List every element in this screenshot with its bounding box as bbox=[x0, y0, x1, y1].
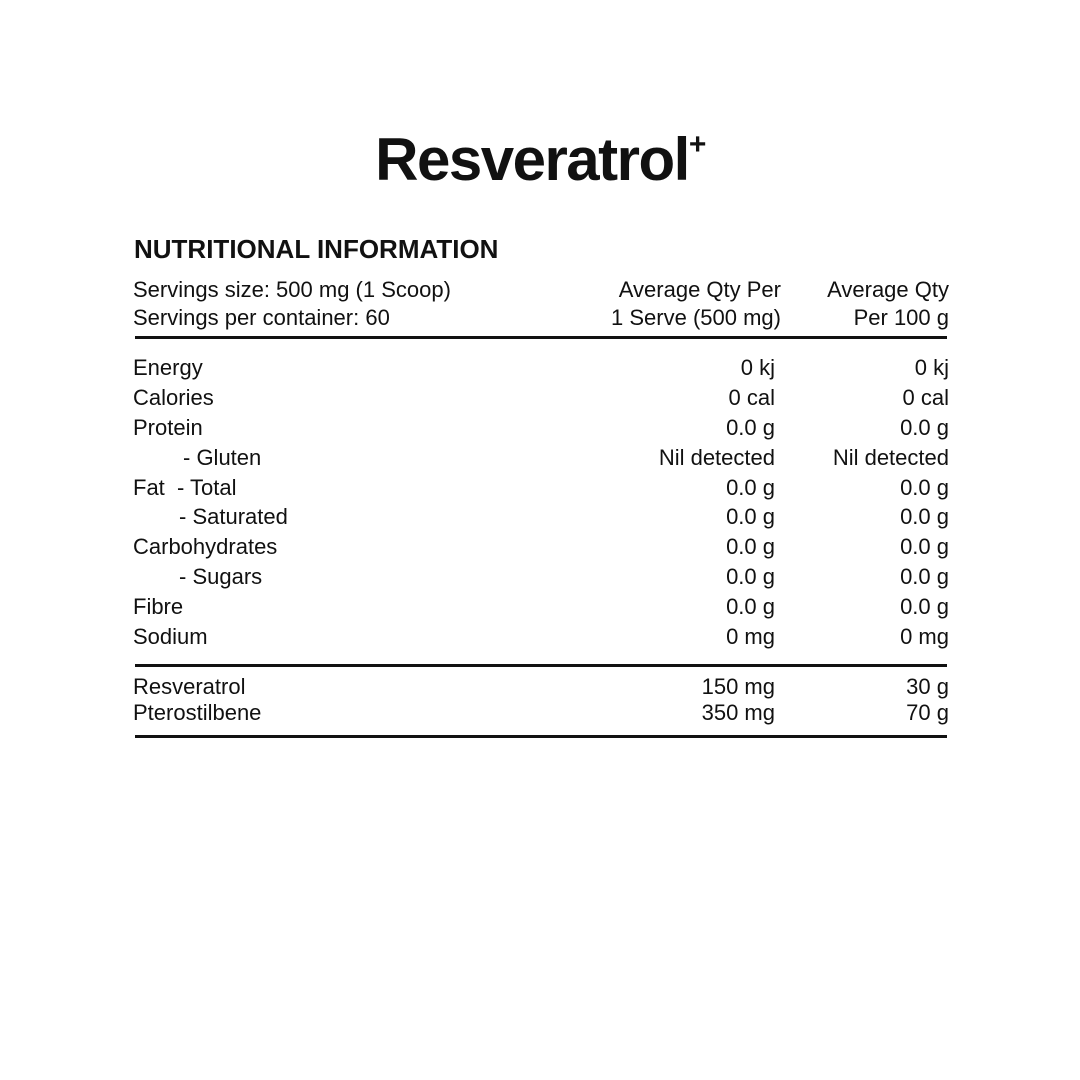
nutrient-label: Protein bbox=[133, 414, 203, 440]
title-plus-mark: + bbox=[688, 128, 705, 162]
column-header-per-serve-line1: Average Qty Per bbox=[618, 277, 781, 302]
nutrient-per-serve: 0.0 g bbox=[726, 564, 775, 590]
nutrient-per-100g: 0 cal bbox=[902, 384, 949, 410]
column-header-per-100g bbox=[827, 276, 949, 332]
divider-middle bbox=[135, 664, 947, 667]
serving-header bbox=[133, 276, 949, 336]
panel-heading: NUTRITIONAL INFORMATION bbox=[134, 234, 499, 264]
nutrient-row-gluten bbox=[133, 443, 949, 473]
nutrient-per-serve: 0 mg bbox=[726, 624, 775, 650]
nutrient-per-100g: 0.0 g bbox=[900, 474, 949, 500]
nutrient-per-serve: 0 kj bbox=[740, 355, 775, 380]
nutrient-per-serve: 0 cal bbox=[728, 384, 775, 410]
nutrient-per-100g: 0 kj bbox=[914, 355, 949, 380]
nutrient-per-100g: 0.0 g bbox=[900, 504, 949, 530]
nutrition-panel bbox=[133, 232, 949, 738]
product-title bbox=[0, 124, 1080, 196]
active-per-serve: 150 mg bbox=[701, 673, 775, 699]
nutrient-row-energy bbox=[133, 353, 949, 383]
column-header-per-serve-line2: 1 Serve (500 mg) bbox=[611, 305, 781, 330]
active-label: Resveratrol bbox=[133, 673, 246, 699]
active-label: Pterostilbene bbox=[133, 699, 262, 725]
nutrient-row-carbohydrates bbox=[133, 532, 949, 562]
column-header-per-serve bbox=[611, 276, 781, 332]
nutrient-row-sugars bbox=[133, 562, 949, 592]
nutrient-per-serve: Nil detected bbox=[658, 444, 775, 470]
nutrient-label: Fat - Total bbox=[133, 474, 237, 500]
nutrient-per-serve: 0.0 g bbox=[726, 414, 775, 440]
column-header-per-100g-line2: Per 100 g bbox=[853, 305, 949, 330]
nutrient-per-100g: 0.0 g bbox=[900, 594, 949, 620]
nutrient-row-fat-total bbox=[133, 473, 949, 503]
active-per-100g: 70 g bbox=[906, 699, 949, 725]
nutrient-per-100g: 0.0 g bbox=[900, 564, 949, 590]
column-header-per-100g-line1: Average Qty bbox=[827, 277, 949, 302]
nutrient-per-100g: 0.0 g bbox=[900, 414, 949, 440]
servings-per-container: Servings per container: 60 bbox=[133, 305, 390, 330]
serving-size: Servings size: 500 mg (1 Scoop) bbox=[133, 277, 451, 302]
nutrient-row-sodium bbox=[133, 622, 949, 652]
divider-bottom bbox=[135, 735, 947, 738]
nutrient-row-calories bbox=[133, 383, 949, 413]
nutrient-row-fibre bbox=[133, 592, 949, 622]
nutrient-per-100g: 0.0 g bbox=[900, 534, 949, 560]
nutrient-per-serve: 0.0 g bbox=[726, 504, 775, 530]
nutrient-per-100g: Nil detected bbox=[832, 444, 949, 470]
active-row-resveratrol bbox=[133, 673, 949, 699]
nutrient-label: Energy bbox=[133, 355, 203, 380]
nutrient-per-serve: 0.0 g bbox=[726, 534, 775, 560]
divider-top bbox=[135, 336, 947, 339]
nutrient-label: Carbohydrates bbox=[133, 534, 278, 560]
active-per-100g: 30 g bbox=[906, 673, 949, 699]
nutrient-row-saturated bbox=[133, 502, 949, 532]
product-title-text: Resveratrol bbox=[375, 126, 689, 194]
nutrient-per-serve: 0.0 g bbox=[726, 594, 775, 620]
nutrient-label: Calories bbox=[133, 384, 214, 410]
nutrient-label: - Sugars bbox=[179, 564, 263, 590]
active-per-serve: 350 mg bbox=[701, 699, 775, 725]
nutrient-label: Fibre bbox=[133, 594, 184, 620]
nutrient-rows bbox=[133, 353, 949, 652]
nutrient-per-serve: 0.0 g bbox=[726, 474, 775, 500]
nutrient-per-100g: 0 mg bbox=[900, 624, 949, 650]
serving-info bbox=[133, 276, 451, 332]
nutrient-label: Sodium bbox=[133, 624, 208, 650]
active-ingredient-rows bbox=[133, 673, 949, 725]
nutrient-row-protein bbox=[133, 413, 949, 443]
nutrient-label: - Gluten bbox=[183, 444, 262, 470]
active-row-pterostilbene bbox=[133, 699, 949, 725]
nutrient-label: - Saturated bbox=[179, 504, 288, 530]
